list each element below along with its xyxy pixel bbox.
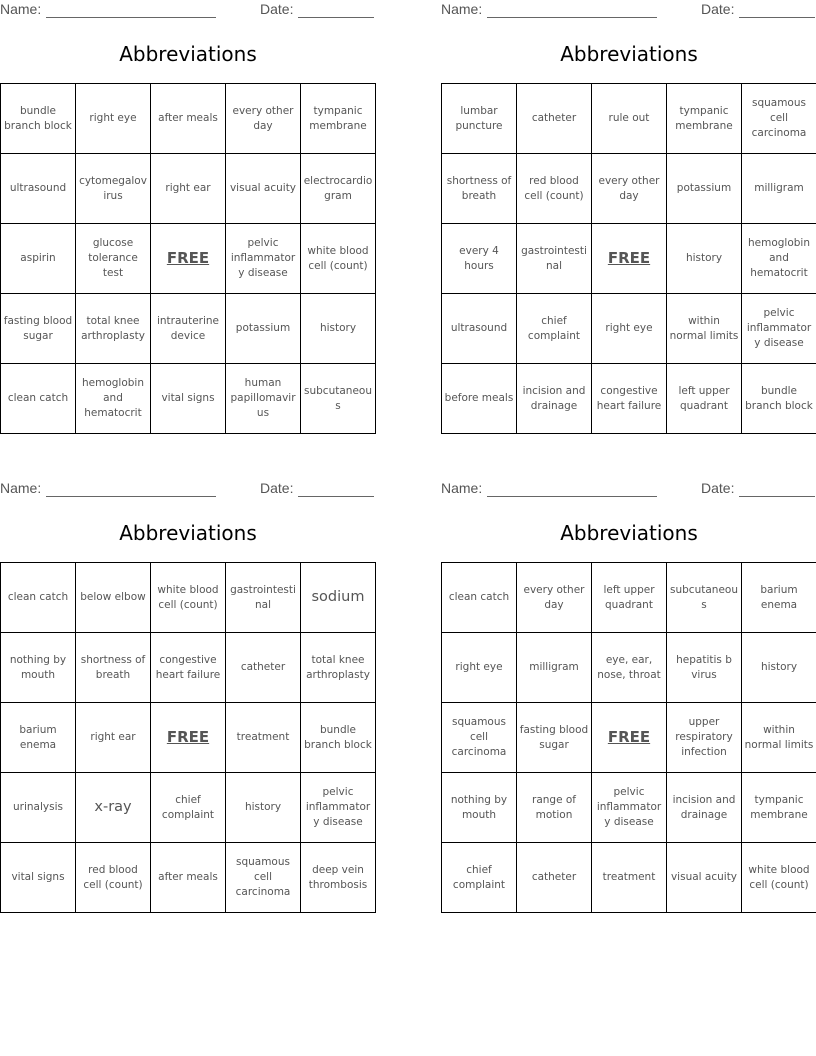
bingo-cell: incision and drainage bbox=[667, 773, 741, 842]
bingo-grid bbox=[441, 562, 816, 913]
bingo-cell: pelvic inflammatory disease bbox=[301, 773, 375, 842]
date-label: Date: bbox=[701, 480, 735, 496]
bingo-cell: bundle branch block bbox=[1, 84, 75, 153]
bingo-cell: potassium bbox=[226, 294, 300, 363]
bingo-cell: chief complaint bbox=[517, 294, 591, 363]
bingo-cell: every 4 hours bbox=[442, 224, 516, 293]
card-header bbox=[441, 1, 816, 21]
bingo-cell: history bbox=[742, 633, 816, 702]
bingo-cell: visual acuity bbox=[226, 154, 300, 223]
bingo-cell: visual acuity bbox=[667, 843, 741, 912]
name-label: Name: bbox=[441, 480, 483, 496]
bingo-cell: barium enema bbox=[1, 703, 75, 772]
bingo-cell: vital signs bbox=[1, 843, 75, 912]
bingo-cell: after meals bbox=[151, 843, 225, 912]
bingo-cell: right ear bbox=[76, 703, 150, 772]
bingo-cell: upper respiratory infection bbox=[667, 703, 741, 772]
name-blank bbox=[487, 17, 657, 18]
bingo-cell: shortness of breath bbox=[442, 154, 516, 223]
bingo-cell: bundle branch block bbox=[301, 703, 375, 772]
bingo-cell: hemoglobin and hematocrit bbox=[742, 224, 816, 293]
bingo-cell: bundle branch block bbox=[742, 364, 816, 433]
bingo-card bbox=[0, 479, 376, 914]
bingo-cell: red blood cell (count) bbox=[517, 154, 591, 223]
card-title: Abbreviations bbox=[119, 42, 257, 66]
bingo-cell: catheter bbox=[517, 843, 591, 912]
bingo-cell: congestive heart failure bbox=[151, 633, 225, 702]
name-blank bbox=[487, 496, 657, 497]
bingo-cell: pelvic inflammatory disease bbox=[226, 224, 300, 293]
bingo-cell: total knee arthroplasty bbox=[76, 294, 150, 363]
bingo-cell: pelvic inflammatory disease bbox=[592, 773, 666, 842]
date-blank bbox=[298, 496, 374, 497]
bingo-cell: sodium bbox=[301, 563, 375, 632]
bingo-cell: left upper quadrant bbox=[667, 364, 741, 433]
bingo-cell: right ear bbox=[151, 154, 225, 223]
bingo-cell: squamous cell carcinoma bbox=[442, 703, 516, 772]
bingo-cell: clean catch bbox=[1, 364, 75, 433]
name-label: Name: bbox=[0, 480, 42, 496]
bingo-cell: white blood cell (count) bbox=[742, 843, 816, 912]
bingo-cell: tympanic membrane bbox=[742, 773, 816, 842]
bingo-cell: milligram bbox=[742, 154, 816, 223]
name-blank bbox=[46, 496, 216, 497]
bingo-cell: after meals bbox=[151, 84, 225, 153]
bingo-cell: incision and drainage bbox=[517, 364, 591, 433]
bingo-cell: ultrasound bbox=[1, 154, 75, 223]
bingo-cell: subcutaneous bbox=[667, 563, 741, 632]
bingo-cell: squamous cell carcinoma bbox=[226, 843, 300, 912]
bingo-cell: range of motion bbox=[517, 773, 591, 842]
bingo-cell: squamous cell carcinoma bbox=[742, 84, 816, 153]
bingo-cell: eye, ear, nose, throat bbox=[592, 633, 666, 702]
bingo-cell: intrauterine device bbox=[151, 294, 225, 363]
date-blank bbox=[739, 496, 815, 497]
bingo-cell: right eye bbox=[442, 633, 516, 702]
bingo-cell: nothing by mouth bbox=[442, 773, 516, 842]
bingo-cell: subcutaneous bbox=[301, 364, 375, 433]
bingo-cell: aspirin bbox=[1, 224, 75, 293]
bingo-cell: cytomegalovirus bbox=[76, 154, 150, 223]
bingo-cell: nothing by mouth bbox=[1, 633, 75, 702]
name-blank bbox=[46, 17, 216, 18]
bingo-cell: chief complaint bbox=[442, 843, 516, 912]
bingo-card bbox=[441, 0, 816, 435]
free-space-cell: FREE bbox=[592, 703, 666, 772]
bingo-cell: human papillomavirus bbox=[226, 364, 300, 433]
bingo-cell: history bbox=[226, 773, 300, 842]
card-header bbox=[441, 480, 816, 500]
bingo-cell: catheter bbox=[226, 633, 300, 702]
bingo-cell: clean catch bbox=[1, 563, 75, 632]
date-label: Date: bbox=[260, 1, 294, 17]
bingo-cell: every other day bbox=[592, 154, 666, 223]
bingo-cell: left upper quadrant bbox=[592, 563, 666, 632]
bingo-cell: right eye bbox=[592, 294, 666, 363]
name-label: Name: bbox=[441, 1, 483, 17]
date-blank bbox=[298, 17, 374, 18]
bingo-cell: every other day bbox=[517, 563, 591, 632]
bingo-cell: history bbox=[667, 224, 741, 293]
bingo-card bbox=[0, 0, 376, 435]
bingo-cell: tympanic membrane bbox=[667, 84, 741, 153]
bingo-card bbox=[441, 479, 816, 914]
bingo-cell: tympanic membrane bbox=[301, 84, 375, 153]
bingo-cell: fasting blood sugar bbox=[1, 294, 75, 363]
name-label: Name: bbox=[0, 1, 42, 17]
bingo-cell: total knee arthroplasty bbox=[301, 633, 375, 702]
free-space-cell: FREE bbox=[151, 224, 225, 293]
bingo-cell: red blood cell (count) bbox=[76, 843, 150, 912]
bingo-cell: vital signs bbox=[151, 364, 225, 433]
bingo-cell: history bbox=[301, 294, 375, 363]
bingo-cell: deep vein thrombosis bbox=[301, 843, 375, 912]
bingo-cell: barium enema bbox=[742, 563, 816, 632]
bingo-cell: milligram bbox=[517, 633, 591, 702]
bingo-cell: hemoglobin and hematocrit bbox=[76, 364, 150, 433]
bingo-cell: congestive heart failure bbox=[592, 364, 666, 433]
bingo-cell: glucose tolerance test bbox=[76, 224, 150, 293]
bingo-cell: within normal limits bbox=[742, 703, 816, 772]
free-space-cell: FREE bbox=[151, 703, 225, 772]
card-title: Abbreviations bbox=[119, 521, 257, 545]
free-space-cell: FREE bbox=[592, 224, 666, 293]
date-blank bbox=[739, 17, 815, 18]
bingo-cell: white blood cell (count) bbox=[301, 224, 375, 293]
bingo-cell: chief complaint bbox=[151, 773, 225, 842]
card-header bbox=[0, 480, 376, 500]
bingo-cell: hepatitis b virus bbox=[667, 633, 741, 702]
date-label: Date: bbox=[260, 480, 294, 496]
bingo-cell: below elbow bbox=[76, 563, 150, 632]
bingo-cell: before meals bbox=[442, 364, 516, 433]
card-title: Abbreviations bbox=[560, 521, 698, 545]
bingo-cell: white blood cell (count) bbox=[151, 563, 225, 632]
bingo-cell: shortness of breath bbox=[76, 633, 150, 702]
bingo-cell: potassium bbox=[667, 154, 741, 223]
bingo-cell: lumbar puncture bbox=[442, 84, 516, 153]
bingo-grid bbox=[441, 83, 816, 434]
bingo-grid bbox=[0, 562, 376, 913]
bingo-cell: ultrasound bbox=[442, 294, 516, 363]
card-title: Abbreviations bbox=[560, 42, 698, 66]
bingo-cell: urinalysis bbox=[1, 773, 75, 842]
bingo-cell: pelvic inflammatory disease bbox=[742, 294, 816, 363]
bingo-cell: catheter bbox=[517, 84, 591, 153]
bingo-grid bbox=[0, 83, 376, 434]
bingo-cell: every other day bbox=[226, 84, 300, 153]
bingo-cell: fasting blood sugar bbox=[517, 703, 591, 772]
card-header bbox=[0, 1, 376, 21]
bingo-cell: gastrointestinal bbox=[226, 563, 300, 632]
bingo-cell: clean catch bbox=[442, 563, 516, 632]
bingo-cell: treatment bbox=[226, 703, 300, 772]
bingo-cell: within normal limits bbox=[667, 294, 741, 363]
bingo-cell: x-ray bbox=[76, 773, 150, 842]
bingo-cell: electrocardiogram bbox=[301, 154, 375, 223]
bingo-cell: rule out bbox=[592, 84, 666, 153]
bingo-cell: right eye bbox=[76, 84, 150, 153]
bingo-cell: gastrointestinal bbox=[517, 224, 591, 293]
bingo-cell: treatment bbox=[592, 843, 666, 912]
date-label: Date: bbox=[701, 1, 735, 17]
